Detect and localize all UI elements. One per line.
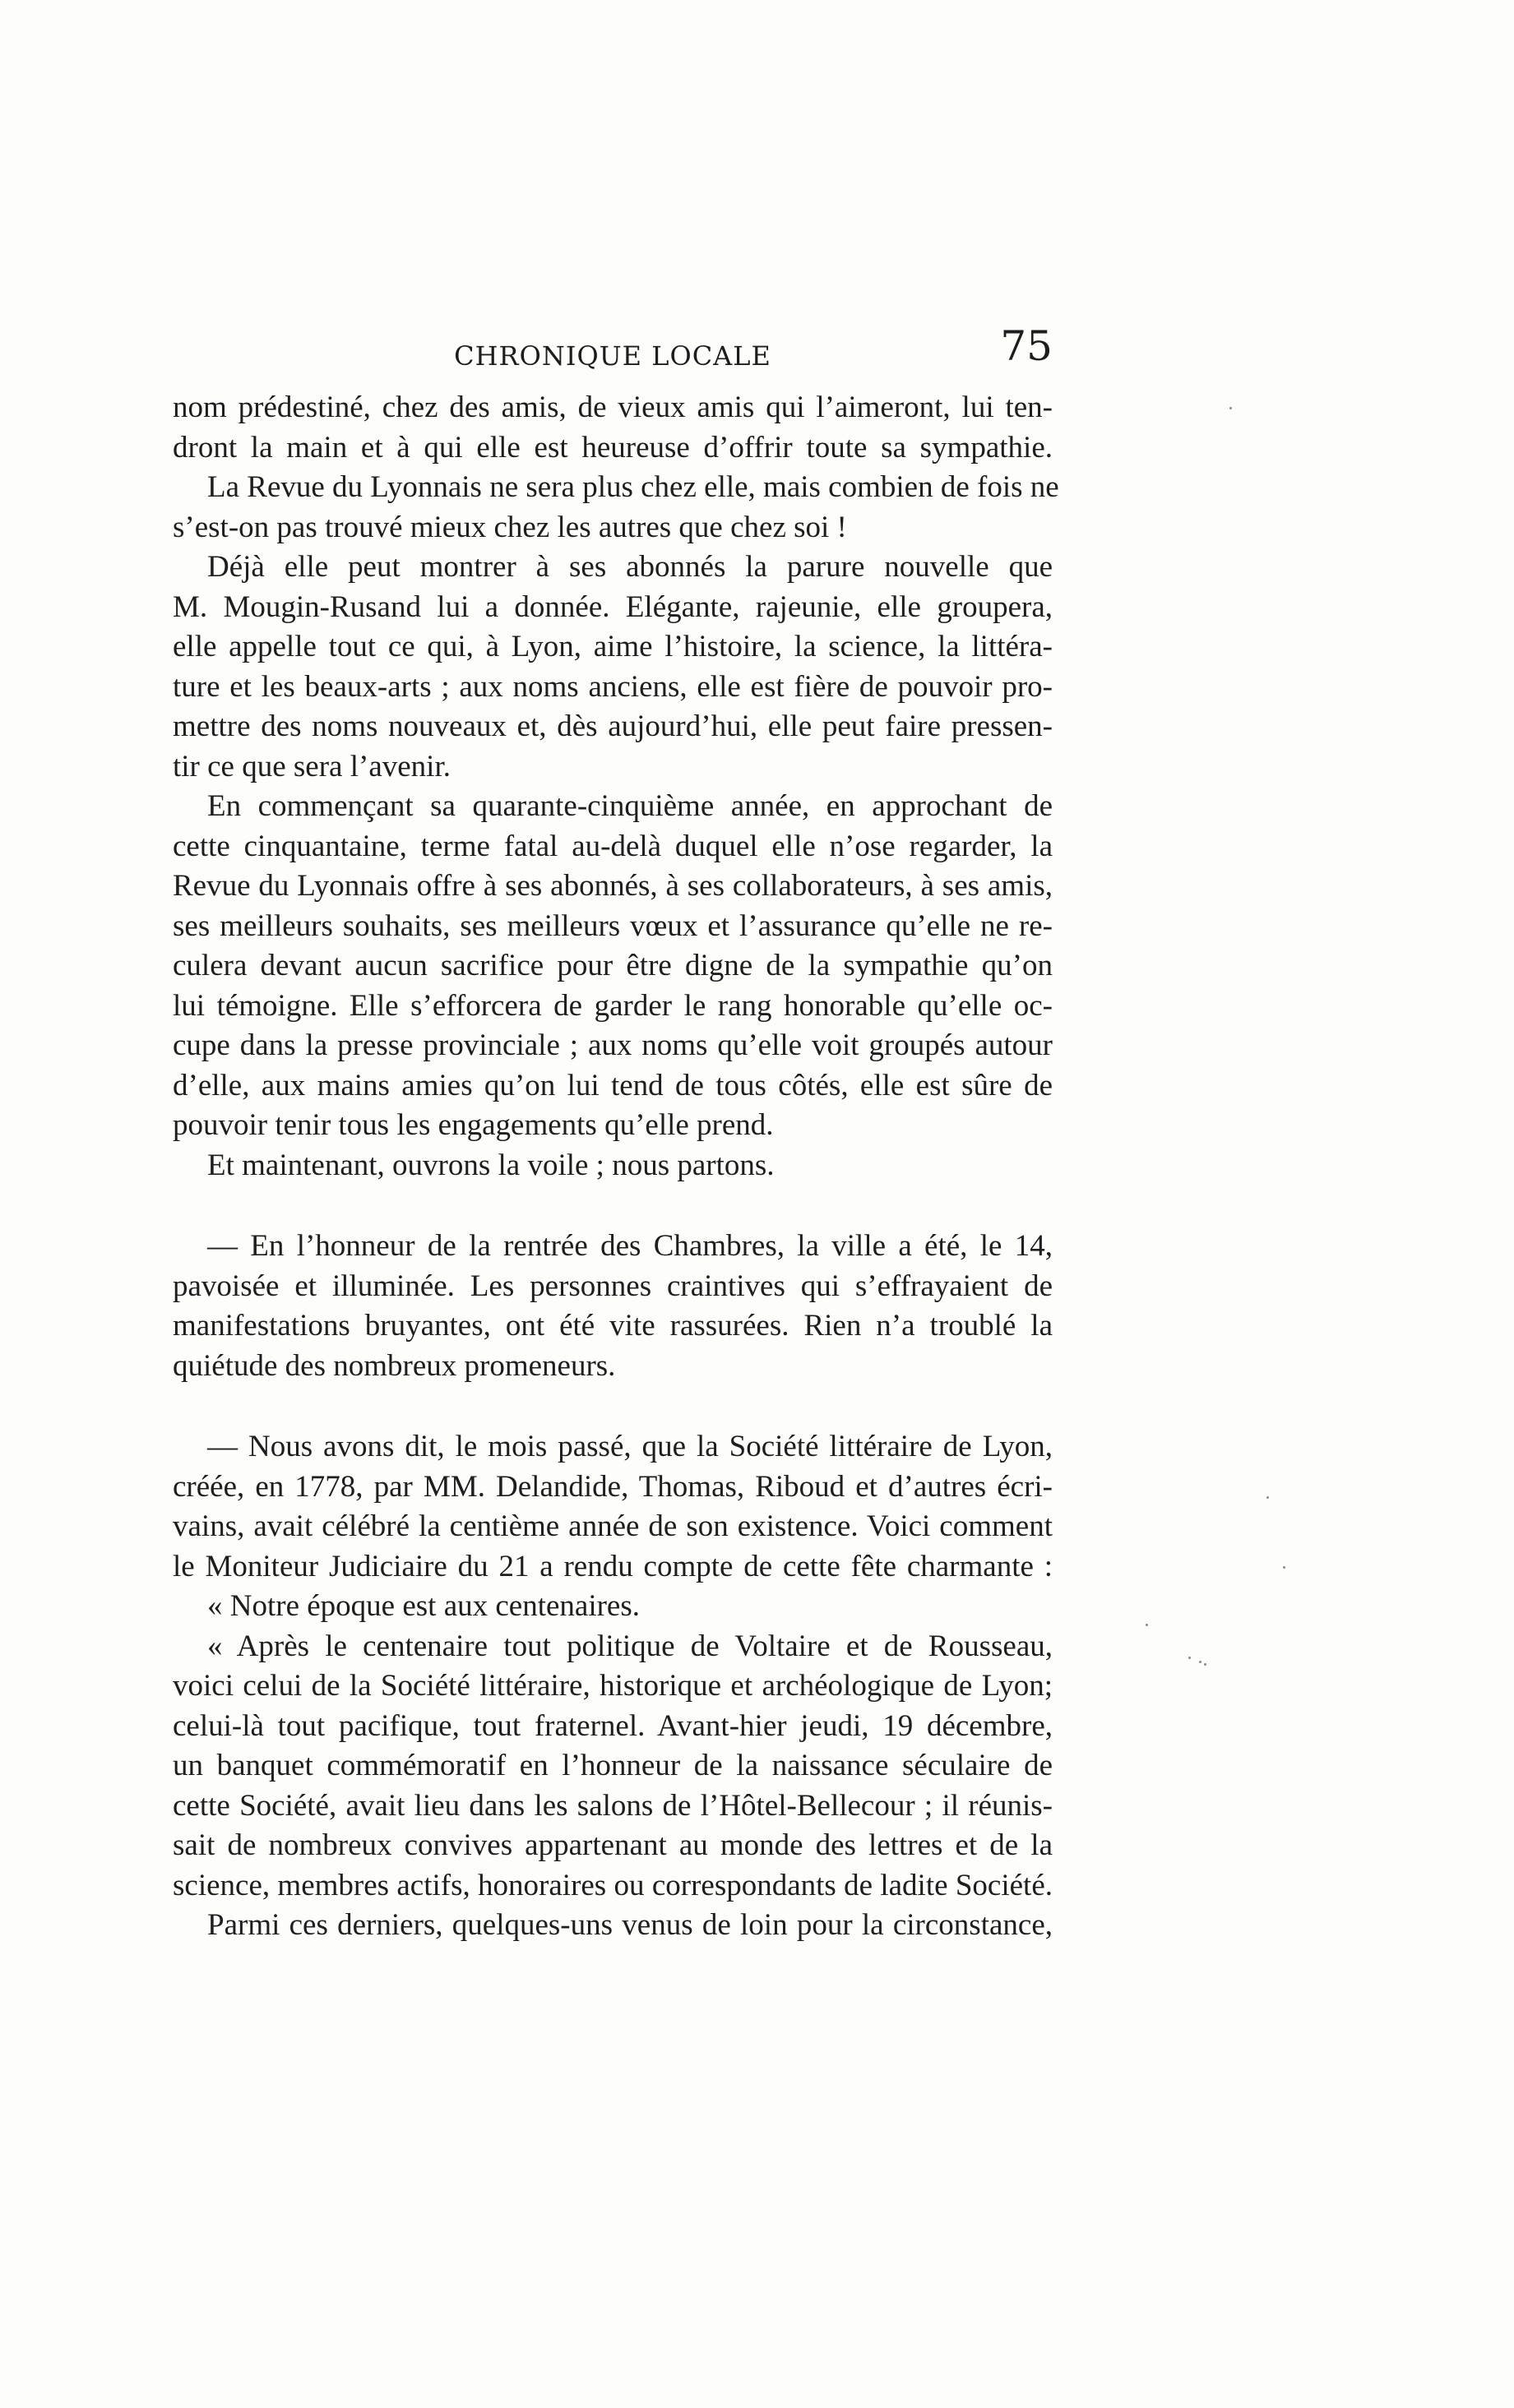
text-line: ture et les beaux-arts ; aux noms anciens, elle est fière de pouvoir pro- bbox=[173, 669, 1053, 704]
paper-speck bbox=[1199, 1661, 1201, 1663]
text-line: Revue du Lyonnais offre à ses abonnés, à ses collaborateurs, à ses amis, bbox=[173, 869, 1053, 903]
text-line: un banquet commémoratif en l’honneur de la naissance séculaire de bbox=[173, 1749, 1053, 1782]
text-line: — Nous avons dit, le mois passé, que la Société littéraire de Lyon, bbox=[207, 1430, 1053, 1463]
paper-speck bbox=[1204, 1663, 1206, 1666]
text-line: « Après le centenaire tout politique de Voltaire et de Rousseau, bbox=[207, 1629, 1053, 1663]
text-line: ses meilleurs souhaits, ses meilleurs vœux et l’assurance qu’elle ne re- bbox=[173, 908, 1053, 943]
text-line: M. Mougin-Rusand lui a donnée. Elégante, rajeunie, elle groupera, bbox=[173, 589, 1053, 624]
paper-speck bbox=[1266, 1496, 1269, 1499]
text-line: tir ce que sera l’avenir. bbox=[173, 749, 451, 783]
text-line: dront la main et à qui elle est heureuse d’offrir toute sa sympathie. bbox=[173, 430, 1053, 464]
text-line: créée, en 1778, par MM. Delandide, Thomas, Riboud et d’autres écri- bbox=[173, 1469, 1053, 1504]
text-line: s’est-on pas trouvé mieux chez les autres que chez soi ! bbox=[173, 510, 847, 544]
text-line: voici celui de la Société littéraire, historique et archéologique de Lyon; bbox=[173, 1669, 1053, 1703]
text-line: science, membres actifs, honoraires ou correspondants de ladite Société. bbox=[173, 1868, 1053, 1902]
text-line: En commençant sa quarante-cinquième année, en approchant de bbox=[207, 789, 1053, 823]
section-gap bbox=[173, 1386, 1053, 1427]
text-line: Déjà elle peut montrer à ses abonnés la parure nouvelle que bbox=[207, 550, 1053, 584]
text-line: pouvoir tenir tous les engagements qu’elle prend. bbox=[173, 1108, 774, 1142]
chronicle-text bbox=[173, 388, 1059, 1946]
section-gap bbox=[173, 1186, 1053, 1227]
text-line: quiétude des nombreux promeneurs. bbox=[173, 1348, 616, 1383]
paper-speck bbox=[1283, 1566, 1285, 1569]
text-line: Et maintenant, ouvrons la voile ; nous partons. bbox=[207, 1148, 775, 1182]
text-line: La Revue du Lyonnais ne sera plus chez elle, mais combien de fois ne bbox=[207, 470, 1059, 504]
text-line: nom prédestiné, chez des amis, de vieux amis qui l’aimeront, lui ten- bbox=[173, 391, 1053, 424]
text-line: manifestations bruyantes, ont été vite rassurées. Rien n’a troublé la bbox=[173, 1309, 1053, 1343]
paper-speck bbox=[1188, 1657, 1191, 1659]
text-line: — En l’honneur de la rentrée des Chambres, la ville a été, le 14, bbox=[207, 1229, 1053, 1263]
text-line: vains, avait célébré la centième année de son existence. Voici comment bbox=[173, 1509, 1053, 1543]
running-head bbox=[173, 322, 1053, 378]
text-line: d’elle, aux mains amies qu’on lui tend de tous côtés, elle est sûre de bbox=[173, 1068, 1053, 1102]
text-line: mettre des noms nouveaux et, dès aujourd’hui, elle peut faire pressen- bbox=[173, 709, 1053, 743]
text-line: le Moniteur Judiciaire du 21 a rendu compte de cette fête charmante : bbox=[173, 1549, 1053, 1583]
text-line: cupe dans la presse provinciale ; aux noms qu’elle voit groupés autour bbox=[173, 1028, 1053, 1062]
text-line: lui témoigne. Elle s’efforcera de garder le rang honorable qu’elle oc- bbox=[173, 988, 1053, 1023]
text-line: cette cinquantaine, terme fatal au-delà duquel elle n’ose regarder, la bbox=[173, 829, 1053, 863]
running-title: CHRONIQUE LOCALE bbox=[454, 340, 771, 372]
text-line: sait de nombreux convives appartenant au monde des lettres et de la bbox=[173, 1828, 1053, 1862]
text-line: culera devant aucun sacrifice pour être digne de la sympathie qu’on bbox=[173, 949, 1053, 982]
paper-speck bbox=[1229, 407, 1232, 409]
text-line: « Notre époque est aux centenaires. bbox=[207, 1589, 641, 1623]
paper-speck bbox=[1146, 1624, 1148, 1626]
text-line: Parmi ces derniers, quelques-uns venus de loin pour la circonstance, bbox=[207, 1908, 1053, 1942]
text-line: elle appelle tout ce qui, à Lyon, aime l’histoire, la science, la littéra- bbox=[173, 630, 1053, 663]
page-number: 75 bbox=[1000, 322, 1053, 370]
text-line: pavoisée et illuminée. Les personnes craintives qui s’effrayaient de bbox=[173, 1269, 1053, 1303]
text-line: cette Société, avait lieu dans les salons de l’Hôtel-Bellecour ; il réunis- bbox=[173, 1788, 1053, 1823]
text-line: celui-là tout pacifique, tout fraternel. Avant-hier jeudi, 19 décembre, bbox=[173, 1708, 1053, 1743]
